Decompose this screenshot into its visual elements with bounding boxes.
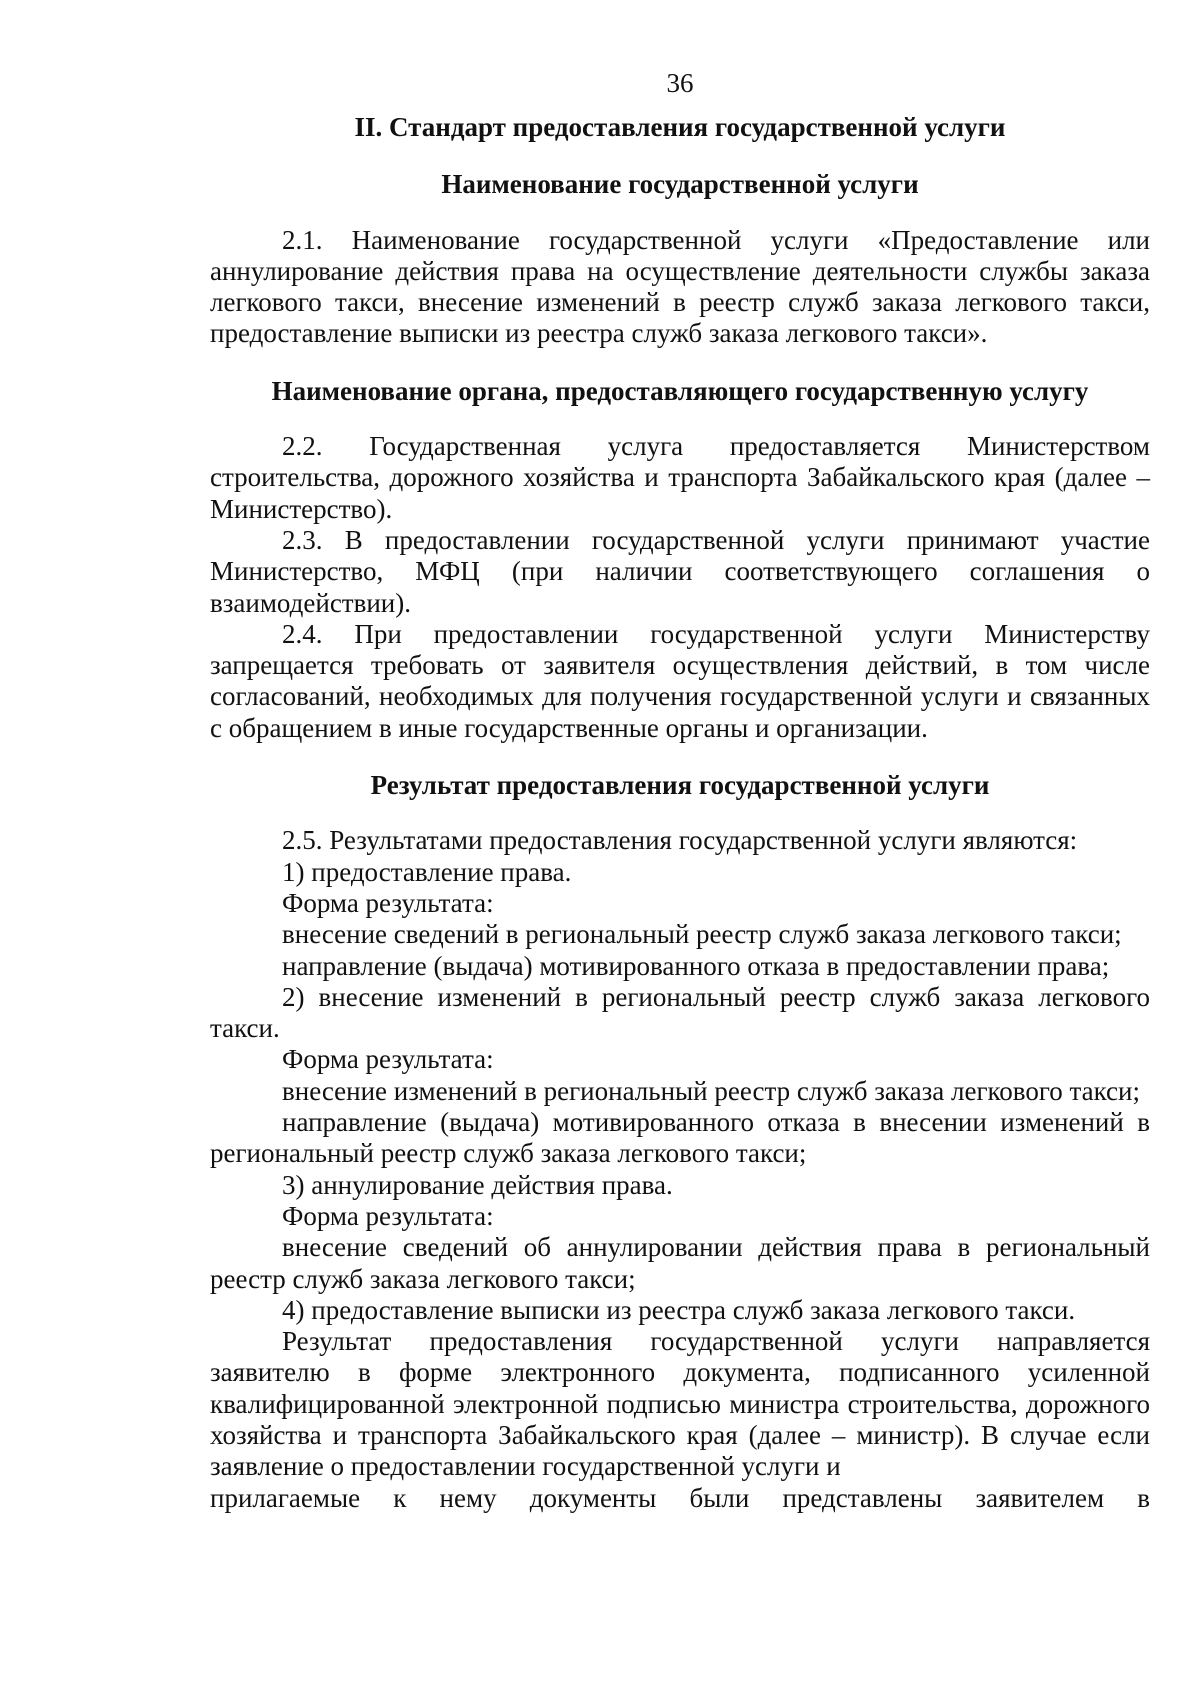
spacer <box>210 744 1150 770</box>
result-form-label: Форма результата: <box>282 887 494 918</box>
result-delivery-last-line: прилагаемые к нему документы были представлены заявителем в <box>210 1482 1150 1513</box>
paragraph-2-1: 2.1. Наименование государственной услуги «Предоставление или аннулирование действия права на осуществление деятельности службы заказа легкового такси, внесение изменений в реестр служб заказа легкового такси, предоставление выписки из реестра служб заказа легкового такси». <box>210 224 1150 349</box>
spacer <box>210 143 1150 169</box>
result-item-2-b: направление (выдача) мотивированного отказа в внесении изменений в региональный реестр служб заказа легкового такси; <box>210 1107 1150 1169</box>
paragraph-2-5: 2.5. Результатами предоставления государственной услуги являются: <box>282 825 1078 856</box>
result-item-1-a: внесение сведений в региональный реестр служб заказа легкового такси; <box>282 919 1122 950</box>
result-item-3-a: внесение сведений об аннулировании действия права в региональный реестр служб заказа легкового такси; <box>210 1232 1150 1294</box>
result-item-2: 2) внесение изменений в региональный реестр служб заказа легкового такси. <box>210 981 1150 1044</box>
spacer <box>210 201 1150 225</box>
paragraph-2-3: 2.3. В предоставлении государственной услуги принимают участие Министерство, МФЦ (при наличии соответствующего соглашения о взаимодействии). <box>210 524 1150 618</box>
result-item-1-b: направление (выдача) мотивированного отказа в предоставлении права; <box>282 950 1110 981</box>
result-form-label: Форма результата: <box>282 1044 494 1075</box>
heading-authority: Наименование органа, предоставляющего государственную услугу <box>271 375 1089 406</box>
spacer <box>210 350 1150 376</box>
result-form-label: Форма результата: <box>282 1200 494 1231</box>
result-delivery-paragraph: Результат предоставления государственной услуги направляется заявителю в форме электронного документа, подписанного усиленной квалифицированной электронной подписью министра строительства, дорожного хозяйства и транспорта Забайкальского края (далее – министр). В случае если заявление о предоставлении государственной услуги и <box>210 1326 1150 1482</box>
paragraph-2-2: 2.2. Государственная услуга предоставляется Министерством строительства, дорожного хозяйства и транспорта Забайкальского края (далее – Министерство). <box>210 431 1150 524</box>
document-body <box>210 112 1150 1514</box>
section-title: II. Стандарт предоставления государственной услуги <box>354 112 1006 142</box>
result-item-2-a: внесение изменений в региональный реестр служб заказа легкового такси; <box>282 1075 1140 1106</box>
result-item-1: 1) предоставление права. <box>282 856 572 887</box>
result-item-4: 4) предоставление выписки из реестра служб заказа легкового такси. <box>282 1294 1076 1325</box>
result-item-3: 3) аннулирование действия права. <box>282 1169 673 1200</box>
page-number: 36 <box>666 68 694 98</box>
heading-service-name: Наименование государственной услуги <box>441 169 919 200</box>
spacer <box>210 407 1150 431</box>
spacer <box>210 801 1150 825</box>
paragraph-2-4: 2.4. При предоставлении государственной услуги Министерству запрещается требовать от заявителя осуществления действий, в том числе согласований, необходимых для получения государственной услуги и связанных с обращением в иные государственные органы и организации. <box>210 618 1150 743</box>
heading-result: Результат предоставления государственной услуги <box>370 770 990 801</box>
